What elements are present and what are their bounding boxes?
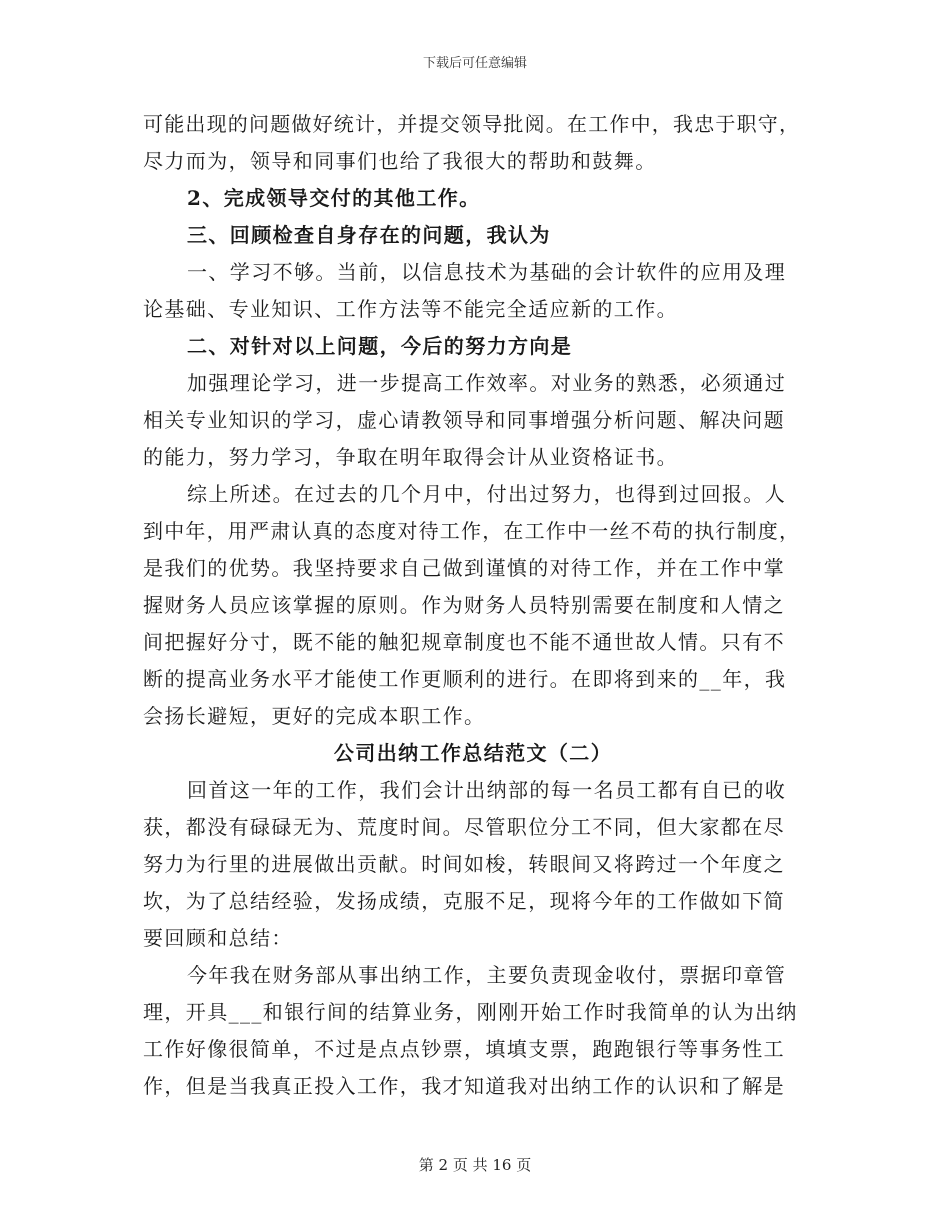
body-line: 工作好像很简单，不过是点点钞票，填填支票，跑跑银行等事务性工 (143, 1037, 785, 1061)
body-line: 可能出现的问题做好统计，并提交领导批阅。在工作中，我忠于职守， (143, 112, 801, 136)
body-line: 回首这一年的工作，我们会计出纳部的每一名员工都有自已的收 (187, 778, 787, 802)
body-line: 综上所述。在过去的几个月中，付出过努力，也得到过回报。人 (187, 482, 787, 506)
body-line: 是我们的优势。我坚持要求自己做到谨慎的对待工作，并在工作中掌 (143, 556, 785, 580)
body-line: 会扬长避短，更好的完成本职工作。 (143, 704, 486, 728)
body-line: 理，开具___和银行间的结算业务，刚刚开始工作时我简单的认为出纳 (143, 1000, 798, 1024)
body-line: 相关专业知识的学习，虚心请教领导和同事增强分析问题、解决问题 (143, 408, 785, 432)
body-line: 断的提高业务水平才能使工作更顺利的进行。在即将到来的__年，我 (143, 667, 787, 691)
body-line: 努力为行里的进展做出贡献。时间如梭，转眼间又将跨过一个年度之 (143, 852, 785, 876)
section-heading: 二、对针对以上问题，今后的努力方向是 (187, 334, 573, 358)
section-heading: 三、回顾检查自身存在的问题，我认为 (187, 223, 551, 247)
list-item-heading: 2、完成领导交付的其他工作。 (187, 186, 481, 210)
document-title: 公司出纳工作总结范文（二） (333, 741, 613, 765)
body-line: 到中年，用严肃认真的态度对待工作，在工作中一丝不苟的执行制度， (143, 519, 801, 543)
document-body (143, 106, 803, 1105)
body-line: 握财务人员应该掌握的原则。作为财务人员特别需要在制度和人情之 (143, 593, 785, 617)
body-line: 作，但是当我真正投入工作，我才知道我对出纳工作的认识和了解是 (143, 1074, 785, 1098)
body-line: 要回顾和总结： (143, 926, 293, 950)
body-line: 的能力，努力学习，争取在明年取得会计从业资格证书。 (143, 445, 678, 469)
page-header: 下载后可任意编辑 (422, 56, 527, 71)
body-line: 尽力而为，领导和同事们也给了我很大的帮助和鼓舞。 (143, 149, 657, 173)
page-footer: 第 2 页 共 16 页 (418, 1156, 532, 1174)
body-line: 一、学习不够。当前，以信息技术为基础的会计软件的应用及理 (187, 260, 787, 284)
body-line: 获，都没有碌碌无为、荒度时间。尽管职位分工不同，但大家都在尽 (143, 815, 785, 839)
body-line: 今年我在财务部从事出纳工作，主要负责现金收付，票据印章管 (187, 963, 787, 987)
body-line: 加强理论学习，进一步提高工作效率。对业务的熟悉，必须通过 (187, 371, 787, 395)
body-line: 坎，为了总结经验，发扬成绩，克服不足，现将今年的工作做如下简 (143, 889, 785, 913)
body-line: 间把握好分寸，既不能的触犯规章制度也不能不通世故人情。只有不 (143, 630, 785, 654)
body-line: 论基础、专业知识、工作方法等不能完全适应新的工作。 (143, 297, 678, 321)
